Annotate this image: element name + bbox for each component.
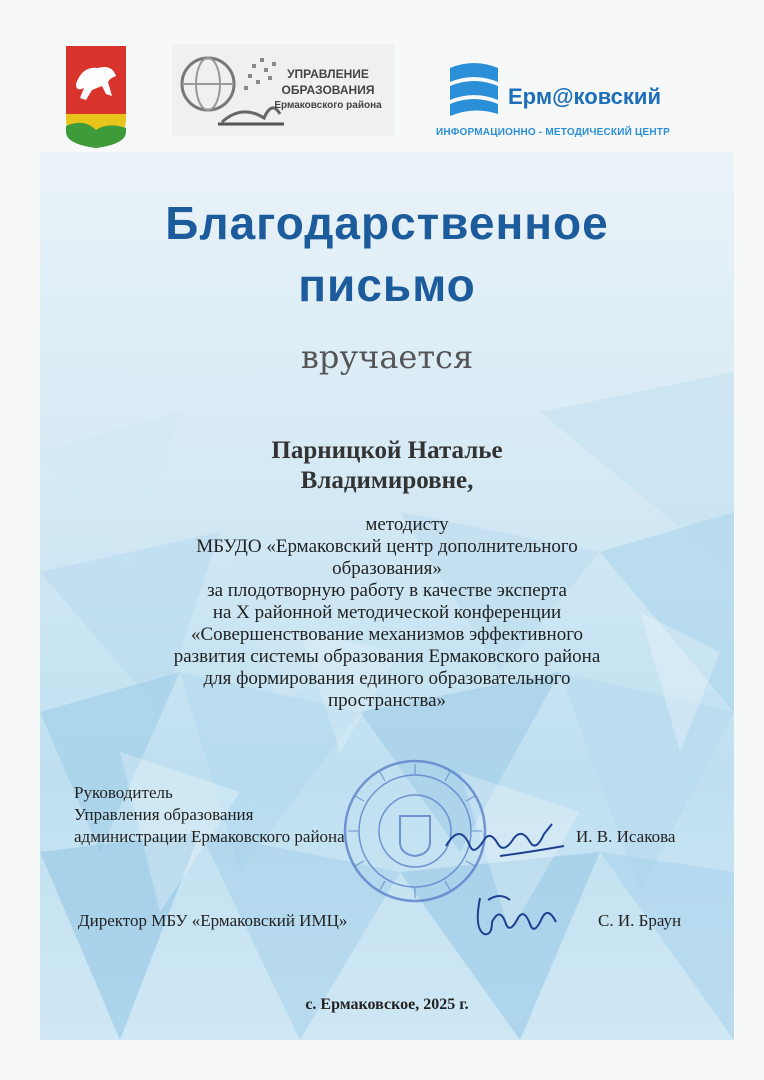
body-line: образования» <box>332 558 442 579</box>
header-logos <box>0 0 764 152</box>
methodical-center-subtitle: ИНФОРМАЦИОННО - МЕТОДИЧЕСКИЙ ЦЕНТР <box>436 127 670 138</box>
education-department-logo-text <box>266 66 390 114</box>
signature-2-handwriting <box>470 888 570 948</box>
body-line: пространства» <box>327 690 447 711</box>
body-line: «Совершенствование механизмов эффективного <box>190 624 584 645</box>
body-text <box>60 514 714 712</box>
signature-1-name: И. В. Исакова <box>576 827 676 846</box>
subtitle: вручается <box>300 338 474 376</box>
logo-center-line-3: Ермаковского района <box>274 100 382 111</box>
signature-2-role: Директор МБУ «Ермаковский ИМЦ» <box>78 911 348 930</box>
signature-2-name: С. И. Браун <box>598 911 682 930</box>
body-line: методисту <box>365 514 449 535</box>
recipient-line-1: Парницкой Наталье <box>271 437 503 464</box>
title-line-2: письмо <box>298 259 476 311</box>
methodical-center-book-logo <box>446 58 502 120</box>
body-line: МБУДО «Ермаковский центр дополнительного <box>196 536 578 557</box>
signature-1-handwriting <box>440 816 570 866</box>
body-line: для формирования единого образовательного <box>203 668 571 689</box>
signature-1-role-line: администрации Ермаковского района <box>74 827 345 846</box>
signature-1-role <box>74 782 345 848</box>
logo-center-line-2: ОБРАЗОВАНИЯ <box>281 83 375 97</box>
body-line: развития системы образования Ермаковского района <box>173 646 601 667</box>
coat-of-arms-logo <box>64 44 128 150</box>
body-line: за плодотворную работу в качестве эксперта <box>207 580 567 601</box>
recipient-name <box>40 436 734 496</box>
signature-1-role-line: Руководитель <box>74 783 173 802</box>
methodical-center-name: Ерм@ковский <box>508 84 661 109</box>
body-line: на Х районной методической конференции <box>212 602 562 623</box>
logo-center-line-1: УПРАВЛЕНИЕ <box>287 67 369 81</box>
signature-1-role-line: Управления образования <box>74 805 254 824</box>
footer-place-date: с. Ермаковское, 2025 г. <box>305 996 469 1013</box>
title-line-1: Благодарственное <box>165 197 609 249</box>
recipient-line-2: Владимировне, <box>300 467 474 494</box>
